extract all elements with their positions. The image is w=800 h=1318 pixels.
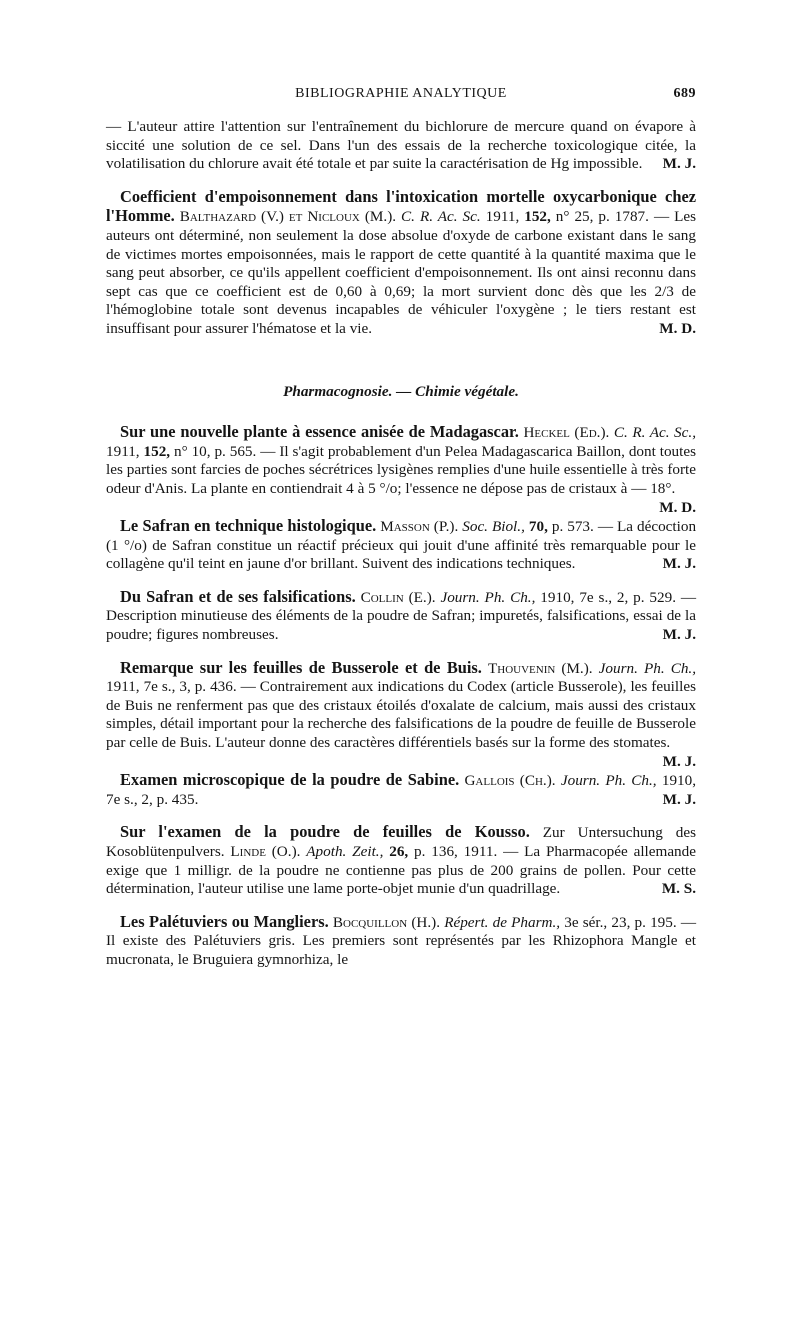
entry-author: Linde (O.). (230, 843, 301, 860)
entry-body: — Contrairement aux indications du Codex (article Busserole), les feuilles de Buis ne renferment pas que des cristaux étoilés d'oxalate de calcium, mais aussi des cristaux simples, détail important pour la recherche des falsifications de la poudre de feuille de Busserole par celle de Buis. L'auteur donne des caractères différentiels basés sur la forme des stomates. (106, 678, 696, 752)
entry-title: Coefficient d'empoisonnement dans l'intoxication mortelle oxycarbonique chez l'Homme. (106, 186, 696, 226)
entry-journal: C. R. Ac. Sc. (401, 208, 481, 226)
entry-volume: 70, (528, 518, 548, 536)
entry-initials: M. D. (659, 498, 696, 516)
entry-sabine (106, 771, 696, 809)
entry-initials: M. J. (662, 555, 696, 573)
entry-body: — Les auteurs ont déterminé, non seulement la dose absolue d'oxyde de carbone existant dans le sang de victimes mortes empoisonnées, mais le rapport de cette quantité à la quantité maxima que le sang peut absorber, ce qu'ils appellent coefficient d'empoisonnement. Ils ont ainsi reconnu dans sept cas que ce coefficient est de 0,60 à 0,69; la mort survient donc dès que les 2/3 de l'hémoglobine totale sont devenus incapables de véhiculer l'oxygène ; le tiers restant est insuffisant pour assurer l'hématose et la vie. (106, 208, 697, 337)
entry-title: Examen microscopique de la poudre de Sabine. (120, 770, 460, 790)
entry-year: 1910, (661, 772, 697, 790)
entry-title: Sur l'examen de la poudre de feuilles de Kousso. (120, 822, 530, 842)
entry-busserole (106, 657, 697, 770)
entry-title: Les Palétuviers ou Mangliers. (120, 911, 329, 931)
entry-initials: M. J. (662, 752, 696, 770)
entry-safran-falsifications (106, 588, 696, 645)
entry-author: Collin (E.). (360, 588, 436, 606)
entry-initials: M. J. (662, 790, 696, 808)
entry-journal: Apoth. Zeit., (306, 843, 384, 860)
entry-year: 1911, (485, 208, 520, 226)
entry-volume: 152, (524, 208, 551, 226)
entry-ref: n° 10, p. 565. (174, 442, 257, 460)
entry-initials: M. J. (662, 626, 696, 644)
entry-ref: 3e sér., 23, p. 195. (564, 913, 677, 931)
entry-original-title: Zur Untersuchung des Kosoblütenpulvers. (106, 824, 697, 860)
entry-journal: Journ. Ph. Ch., (598, 659, 697, 677)
entry-body: — L'auteur attire l'attention sur l'entraînement du bichlorure de mercure quand on évapore à siccité une solution de ce sel. Dans l'un des essais de la recherche toxicologique citée, la volatilisation du chlorure avait été totale et par suite la caractérisation de Hg impossible. (106, 118, 696, 173)
entry-author: Gallois (Ch.). (464, 772, 556, 790)
entry-body: — La décoction (1 °/o) de Safran constitue un réactif précieux qui jouit d'une affinité très remarquable pour le collagène qu'il teint en jaune d'or brillant. Suivent des indications techniques. (106, 518, 697, 573)
entry-author: Balthazard (V.) et Nicloux (M.). (179, 208, 397, 226)
entry-journal: C. R. Ac. Sc., (613, 424, 696, 442)
entry-author: Masson (P.). (380, 518, 459, 536)
entry-body: — La Pharmacopée allemande exige que 1 milligr. de la poudre ne contienne pas plus de 200 grains de pollen. Pour cette détermination, l'auteur utilise une lame porte-objet munie d'un quadrillage. (106, 843, 696, 898)
entry-author: Thouvenin (M.). (487, 659, 593, 677)
entry-kousso (106, 823, 696, 898)
entry-journal: Journ. Ph. Ch., (440, 588, 536, 606)
running-header (106, 86, 696, 108)
entry-title: Le Safran en technique histologique. (120, 516, 377, 536)
entry-ref: 7e s., 2, p. 435. (106, 790, 199, 808)
entry-ref: 7e s., 2, p. 529. (579, 588, 676, 606)
entry-coefficient (106, 188, 696, 339)
entry-initials: M. J. (662, 155, 696, 173)
entry-paletuviers (106, 913, 696, 970)
entry-title: Sur une nouvelle plante à essence anisée de Madagascar. (120, 422, 519, 442)
entry-ref: n° 25, p. 1787. (555, 208, 649, 226)
entry-ref: p. 573. (551, 518, 594, 536)
entry-title: Remarque sur les feuilles de Busserole et de Buis. (120, 657, 482, 677)
entry-journal: Répert. de Pharm., (444, 913, 561, 931)
entry-volume: 26, (389, 843, 409, 860)
entry-safran-histologie (106, 517, 696, 574)
entry-ref: 7e s., 3, p. 436. (143, 678, 237, 696)
entry-continuation (106, 118, 696, 174)
article-text (106, 118, 696, 984)
entry-year: 1911, (106, 442, 140, 460)
page-number: 689 (673, 86, 696, 101)
entry-initials: M. D. (659, 319, 696, 337)
entry-volume: 152, (143, 442, 171, 460)
entry-body: — Il existe des Palétuviers gris. Les premiers sont représentés par les Rhizophora Mangle et mucronata, le Bruguiera gymnorhiza, le (106, 913, 697, 968)
entry-body: — Description minutieuse des éléments de la poudre de Safran; impuretés, falsifications, essai de la poudre; figures nombreuses. (106, 588, 697, 644)
section-title: Pharmacognosie. — Chimie végétale. (283, 382, 519, 400)
entry-madagascar (106, 422, 697, 516)
entry-year: 1910, (540, 588, 575, 606)
entry-year: 1911, (106, 678, 140, 696)
entry-author: Bocquillon (H.). (332, 913, 441, 931)
entry-title: Du Safran et de ses falsifications. (120, 586, 356, 606)
entry-journal: Soc. Biol., (462, 518, 525, 536)
entry-author: Heckel (Ed.). (523, 424, 610, 442)
running-title: BIBLIOGRAPHIE ANALYTIQUE (295, 86, 507, 101)
entry-journal: Journ. Ph. Ch., (560, 772, 657, 790)
entry-ref: p. 136, 1911. (414, 843, 498, 860)
entry-body: — Il s'agit probablement d'un Pelea Madagascarica Baillon, dont toutes les parties sont farcies de poches sécrétrices lysigènes remplies d'une huile essentielle à très forte odeur d'Anis. La plante en contiendrait 4 à 5 °/o; l'essence ne dépose pas de cristaux à — 18°. (106, 442, 697, 497)
entry-initials: M. S. (661, 880, 696, 898)
